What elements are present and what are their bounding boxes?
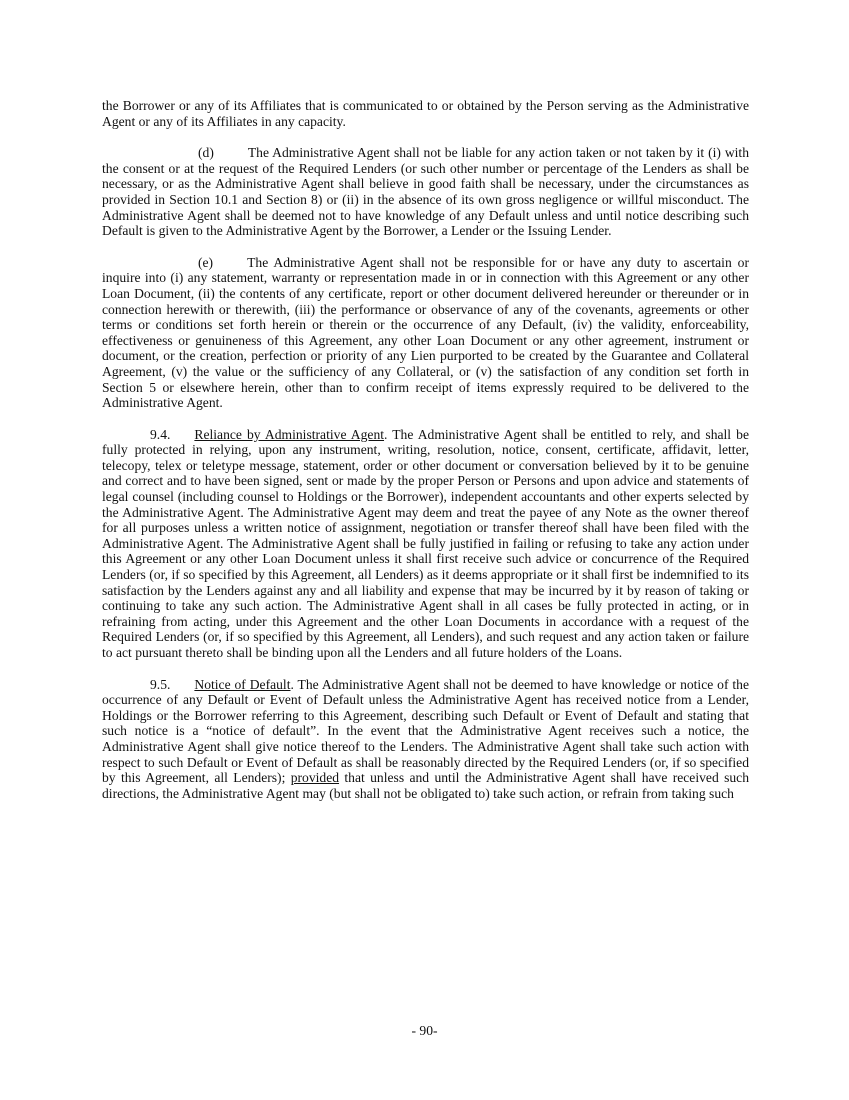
opening-paragraph: the Borrower or any of its Affiliates that is communicated to or obtained by the Person serving as the Administrative Agent or any of its Affiliates in any capacity. <box>102 98 749 129</box>
paragraph-e <box>102 255 749 411</box>
section-9-5-heading: Notice of Default <box>194 676 291 692</box>
section-9-5-text-before: . The Administrative Agent shall not be deemed to have knowledge or notice of the occurrence of any Default or Event of Default unless the Administrative Agent has received notice from a Lender, Holdings or the Borrower referring to this Agreement, describing such Default or Event of Default and stating that such notice is a “notice of default”. In the event that the Administrative Agent receives such a notice, the Administrative Agent shall give notice thereof to the Lenders. The Administrative Agent shall take such action with respect to such Default or Event of Default as shall be reasonably directed by the Required Lenders (or, if so specified by this Agreement, all Lenders); <box>102 676 749 786</box>
section-9-5-provided: provided <box>290 770 340 786</box>
section-9-4-heading: Reliance by Administrative Agent <box>194 426 385 442</box>
paragraph-e-label: (e) <box>198 254 214 270</box>
paragraph-d <box>102 145 749 239</box>
paragraph-d-label: (d) <box>198 145 214 161</box>
document-page <box>102 98 749 801</box>
section-9-4-number: 9.4. <box>150 426 171 442</box>
section-9-4 <box>102 427 749 661</box>
paragraph-d-text: The Administrative Agent shall not be liable for any action taken or not taken by it (i) with the consent or at the request of the Required Lenders (or such other number or percentage of the Lenders as shall be necessary, or as the Administrative Agent shall believe in good faith shall be necessary, under the circumstances as provided in Section 10.1 and Section 8) or (ii) in the absence of its own gross negligence or willful misconduct. The Administrative Agent shall be deemed not to have knowledge of any Default unless and until notice describing such Default is given to the Administrative Agent by the Borrower, a Lender or the Issuing Lender. <box>102 145 749 239</box>
section-9-5-text-after: that unless and until the Administrative Agent shall have received such directions, the Administrative Agent may (but shall not be obligated to) take such action, or refrain from taking such <box>102 770 750 801</box>
paragraph-e-text: The Administrative Agent shall not be responsible for or have any duty to ascertain or inquire into (i) any statement, warranty or representation made in or in connection with this Agreement or any other Loan Document, (ii) the contents of any certificate, report or other document delivered hereunder or thereunder or in connection herewith or therewith, (iii) the performance or observance of any of the covenants, agreements or other terms or conditions set forth herein or therein or the occurrence of any Default, (iv) the validity, enforceability, effectiveness or genuineness of this Agreement, any other Loan Document or any other agreement, instrument or document, or the creation, perfection or priority of any Lien purported to be created by the Guarantee and Collateral Agreement, (v) the value or the sufficiency of any Collateral, or (v) the satisfaction of any condition set forth in Section 5 or elsewhere herein, other than to confirm receipt of items expressly required to be delivered to the Administrative Agent. <box>102 254 749 411</box>
section-9-5-number: 9.5. <box>150 676 171 692</box>
section-9-5 <box>102 677 749 802</box>
page-number: - 90- <box>411 1023 438 1038</box>
section-9-4-text: . The Administrative Agent shall be entitled to rely, and shall be fully protected in relying, upon any instrument, writing, resolution, notice, consent, certificate, affidavit, letter, telecopy, telex or teletype message, statement, order or other document or conversation believed by it to be genuine and correct and to have been signed, sent or made by the proper Person or Persons and upon advice and statements of legal counsel (including counsel to Holdings or the Borrower), independent accountants and other experts selected by the Administrative Agent. The Administrative Agent may deem and treat the payee of any Note as the owner thereof for all purposes unless a written notice of assignment, negotiation or transfer thereof shall have been filed with the Administrative Agent. The Administrative Agent shall be fully justified in failing or refusing to take any action under this Agreement or any other Loan Document unless it shall first receive such advice or concurrence of the Required Lenders (or, if so specified by this Agreement, all Lenders) as it deems appropriate or it shall first be indemnified to its satisfaction by the Lenders against any and all liability and expense that may be incurred by it by reason of taking or continuing to take any such action. The Administrative Agent shall in all cases be fully protected in acting, or in refraining from acting, under this Agreement and the other Loan Documents in accordance with a request of the Required Lenders (or, if so specified by this Agreement, all Lenders), and such request and any action taken or failure to act pursuant thereto shall be binding upon all the Lenders and all future holders of the Loans. <box>102 426 749 660</box>
